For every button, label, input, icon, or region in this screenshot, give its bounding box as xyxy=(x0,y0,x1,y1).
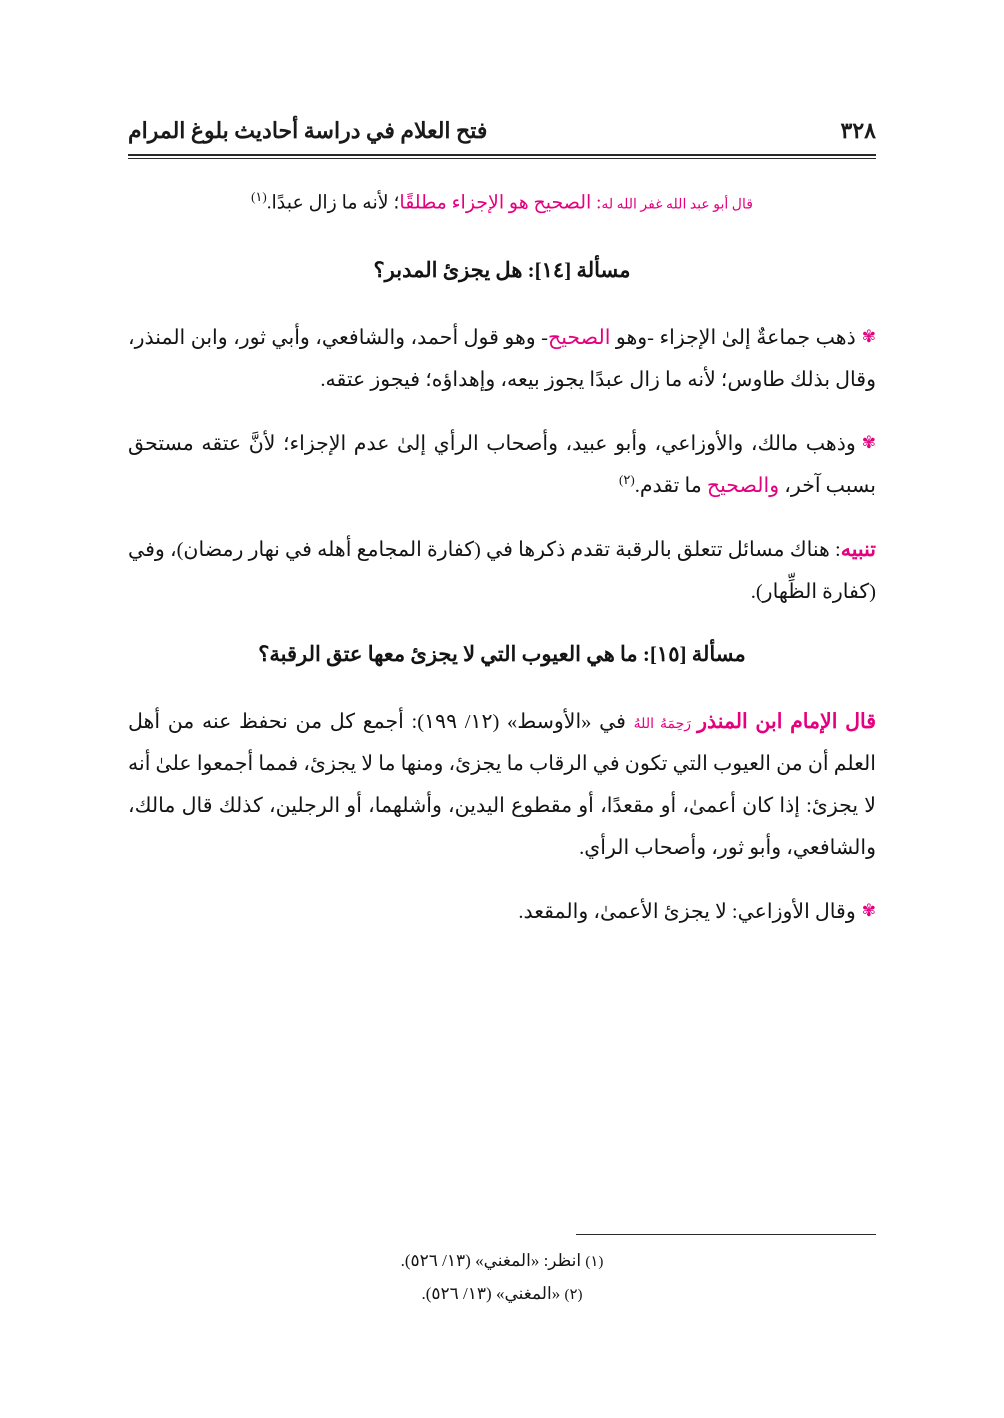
paragraph-1-part-a: ذهب جماعةٌ إلىٰ الإجزاء -وهو xyxy=(610,327,856,350)
paragraph-1-emphasis: الصحيح xyxy=(548,327,611,350)
paragraph-2-emphasis: والصحيح xyxy=(706,475,780,498)
footnote-text: «المغني» (١٣/ ٥٢٦). xyxy=(421,1283,565,1303)
note-text: : هناك مسائل تتعلق بالرقبة تقدم ذكرها في (كفارة المجامع أهله في نهار رمضان)، وفي (كفارة الظِّهار). xyxy=(128,539,876,604)
page-header xyxy=(128,118,876,144)
opening-quote-line xyxy=(128,185,876,221)
paragraph-2-part-b: ما تقدم. xyxy=(634,475,707,498)
paragraph-note xyxy=(128,529,876,613)
question-14-heading: مسألة [١٤]: هل يجزئ المدبر؟ xyxy=(373,258,631,283)
opening-quote-rest: ؛ لأنه ما زال عبدًا. xyxy=(266,192,400,214)
paragraph-2-part-a: وذهب مالك، والأوزاعي، وأبو عبيد، وأصحاب الرأي إلىٰ عدم الإجزاء؛ لأنَّ عتقه مستحق بسبب آخر، xyxy=(128,433,876,498)
footnote-item xyxy=(128,1278,876,1310)
flower-bullet-icon: ✾ xyxy=(861,433,876,453)
book-title: فتح العلام في دراسة أحاديث بلوغ المرام xyxy=(128,118,488,143)
ibn-almundhir-label: قال الإمام ابن المنذر xyxy=(697,711,877,734)
honorific-glyph: رَحِمَهُ اللهُ xyxy=(633,717,698,733)
footnote-text: انظر: «المغني» (١٣/ ٥٢٦). xyxy=(400,1251,586,1271)
flower-bullet-icon: ✾ xyxy=(861,901,876,921)
footnote-marker-2: (٢) xyxy=(619,472,635,488)
question-15-heading: مسألة [١٥]: ما هي العيوب التي لا يجزئ معها عتق الرقبة؟ xyxy=(258,642,746,667)
footnote-marker-1: (١) xyxy=(251,189,267,204)
paragraph-5-text: وقال الأوزاعي: لا يجزئ الأعمىٰ، والمقعد. xyxy=(518,901,856,924)
footnote-divider xyxy=(576,1234,876,1235)
paragraph-minority-view xyxy=(128,423,876,507)
footnote-number: (١) xyxy=(585,1254,604,1271)
note-label: تنبيه xyxy=(840,539,876,562)
page-content xyxy=(128,185,876,933)
opening-quote-attribution: قال أبو عبد الله غفر الله له xyxy=(601,197,753,213)
ibn-almundhir-text: في «الأوسط» (١٢/ ١٩٩): أجمع كل من نحفظ عنه من أهل العلم أن من العيوب التي تكون في الرقاب ما يجزئ، ومنها ما لا يجزئ، فمما أجمعوا علىٰ أنه لا يجزئ: إذا كان أعمىٰ، أو مقعدًا، أو مقطوع اليدين، وأشلهما، أو الرجلين، كذلك قال مالك، والشافعي، وأبو ثور، وأصحاب الرأي. xyxy=(128,711,876,860)
page-number: ٣٢٨ xyxy=(840,118,876,143)
opening-quote-colon: : xyxy=(591,192,602,214)
paragraph-awzai-view xyxy=(128,891,876,933)
paragraph-1-part-b: - وهو قول أحمد، والشافعي، وأبي ثور، وابن المنذر، وقال بذلك طاوس؛ لأنه ما زال عبدًا يجوز بيعه، وإهداؤه؛ فيجوز عتقه. xyxy=(128,327,876,392)
header-divider xyxy=(128,154,876,159)
flower-bullet-icon: ✾ xyxy=(861,327,876,347)
opening-quote-emphasis: الصحيح هو الإجزاء مطلقًا xyxy=(399,192,592,214)
footnote-item xyxy=(128,1245,876,1277)
footnote-number: (٢) xyxy=(564,1286,583,1303)
paragraph-ibn-almundhir xyxy=(128,701,876,869)
paragraph-majority-view xyxy=(128,317,876,401)
footnotes-section xyxy=(128,1234,876,1310)
